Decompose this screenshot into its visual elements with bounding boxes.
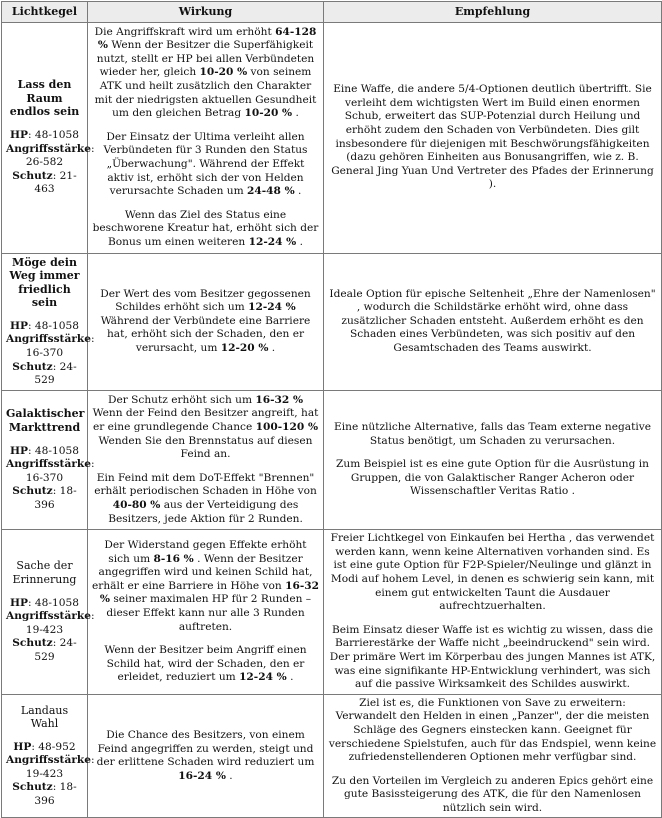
stat-label: Angriffsstärke bbox=[6, 610, 91, 623]
effect-text: . bbox=[286, 671, 294, 684]
effect-value: 12-24 % bbox=[248, 301, 296, 314]
stat-value: : 19-423 bbox=[25, 610, 95, 636]
lightcone-name: Galaktischer Markttrend bbox=[6, 407, 85, 435]
lightcone-name: Landaus Wahl bbox=[20, 703, 69, 731]
recommendation-paragraph: Freier Lichtkegel von Einkaufen bei Hertha , das verwendet werden kann, wenn keine Alternativen vorhanden sind. Es ist eine gute Option für F2P-Spieler/Neulinge und glänzt in Modi auf hohem Level, in denen es schwierig sein kann, mit einem gut entwickelten Taunt die Ausdauer aufrechtzuerhalten. bbox=[330, 532, 655, 613]
stat-label: HP bbox=[10, 596, 28, 609]
stat-atk bbox=[6, 142, 95, 170]
stat-label: Schutz bbox=[12, 485, 53, 498]
stat-atk bbox=[6, 458, 95, 485]
stat-value: : 48-1058 bbox=[28, 444, 79, 457]
stat-def bbox=[6, 170, 83, 197]
lightcone-stats bbox=[6, 128, 95, 197]
effect-paragraph bbox=[92, 472, 319, 526]
effect-text: Wenn das Ziel des Status eine beschworene Kreatur hat, erhöht sich der Bonus um einen weiteren bbox=[92, 208, 319, 248]
effect-text: . bbox=[292, 107, 299, 120]
effect-text: aus der Verteidigung des Besitzers, jede Aktion für 2 Runden. bbox=[108, 499, 303, 525]
effect-text: seiner maximalen HP für 2 Runden – dieser Effekt kann nur alle 3 Runden auftreten. bbox=[106, 593, 312, 633]
effect-text: Ein Feind mit dem DoT-Effekt "Brennen" erhält periodischen Schaden in Höhe von bbox=[94, 471, 317, 498]
stat-value: : 21-463 bbox=[34, 169, 77, 196]
stat-value: : 18-396 bbox=[34, 781, 77, 808]
effect-value: 12-20 % bbox=[220, 342, 269, 355]
effect-value: 16-24 % bbox=[178, 769, 226, 782]
stat-value: : 24-529 bbox=[34, 360, 77, 387]
effect-text: . bbox=[294, 185, 302, 198]
recommendation-paragraph: Ideale Option für epische Seltenheit „Ehre der Namenlosen" , wodurch die Schildstärke erhöht wird, ohne dass zusätzlicher Schaden entsteht. Außerdem erhöht es den Schaden eines Verbündeten, was sich positiv auf den Gesamtschaden des Teams auswirkt. bbox=[329, 287, 656, 355]
effect-text: Der Widerstand gegen Effekte erhöht sich um bbox=[104, 538, 307, 565]
stat-label: Schutz bbox=[12, 637, 53, 650]
effect-value: 12-24 % bbox=[239, 671, 287, 684]
effect-text: Wenden Sie den Brennstatus auf diesen Feind an. bbox=[98, 434, 313, 461]
header-empfehlung: Empfehlung bbox=[324, 2, 662, 23]
header-row bbox=[2, 2, 662, 23]
lightcone-cell bbox=[2, 390, 95, 529]
stat-atk bbox=[6, 333, 95, 360]
effect-value: 24-48 % bbox=[247, 185, 295, 198]
stat-value: : 19-423 bbox=[25, 754, 95, 780]
effect-text: Der Einsatz der Ultima verleiht allen Verbündeten für 3 Runden den Status „Überwachung". Während der Effekt aktiv ist, erhöht sich der von Helden verursachte Schaden um bbox=[103, 130, 308, 198]
stat-def bbox=[6, 637, 83, 664]
table-row bbox=[2, 22, 662, 253]
table-row bbox=[2, 694, 662, 818]
stat-label: Schutz bbox=[12, 360, 53, 373]
stat-value: : 26-582 bbox=[25, 142, 95, 169]
stat-label: HP bbox=[10, 319, 28, 332]
stat-label: Angriffsstärke bbox=[6, 142, 91, 155]
effect-text: Die Chance des Besitzers, von einem Feind angegriffen zu werden, steigt und der erlittene Schaden wird reduziert um bbox=[96, 728, 315, 769]
stat-hp bbox=[6, 445, 83, 459]
recommendation-cell bbox=[324, 694, 662, 818]
stat-label: HP bbox=[10, 444, 28, 457]
recommendation-paragraph: Zu den Vorteilen im Vergleich zu anderen Epics gehört eine gute Basissteigerung des ATK, die für den Namenlosen nützlich sein wird. bbox=[331, 774, 654, 814]
lightcone-cell bbox=[2, 253, 95, 390]
effect-value: 16-32 % bbox=[255, 393, 304, 406]
effect-paragraph bbox=[92, 729, 319, 783]
header-lichtkegel: Lichtkegel bbox=[2, 2, 88, 23]
effect-cell bbox=[88, 530, 324, 695]
stat-label: HP bbox=[13, 740, 32, 753]
effect-value: 8-16 % bbox=[153, 552, 194, 565]
table-row bbox=[2, 530, 662, 695]
effect-paragraph bbox=[92, 644, 319, 685]
stat-atk bbox=[6, 610, 95, 637]
stat-hp bbox=[6, 320, 83, 334]
stat-hp bbox=[6, 597, 83, 611]
recommendation-paragraph: Eine Waffe, die andere 5/4-Optionen deutlich übertrifft. Sie verleiht dem wichtigsten Wert im Build einen enormen Schub, erweitert das SUP-Potenzial durch Heilung und erhöht zudem den Schaden von Verbündeten. Dies gilt insbesondere für diejenigen mit Beschwörungsfähigkeiten (dazu gehören Einheiten aus Bonusangriffen, wie z. B. General Jing Yuan Und Vertreter des Pfades der Erinnerung ). bbox=[331, 83, 654, 191]
effect-paragraph bbox=[92, 209, 319, 250]
stat-label: Schutz bbox=[12, 169, 53, 182]
effect-text: von seinem ATK und heilt zusätzlich den Charakter mit der niedrigsten aktuellen Gesundheit um den gleichen Betrag bbox=[94, 66, 317, 120]
recommendation-cell bbox=[324, 530, 662, 695]
effect-value: 64-128 % bbox=[97, 25, 317, 52]
effect-value: 10-20 % bbox=[199, 66, 248, 79]
stat-hp bbox=[6, 129, 83, 143]
stat-hp bbox=[6, 741, 83, 755]
stat-value: : 16-370 bbox=[25, 333, 95, 360]
stat-label: Angriffsstärke bbox=[6, 754, 91, 767]
recommendation-paragraph: Beim Einsatz dieser Waffe ist es wichtig zu wissen, dass die Barrierestärke der Waffe nicht „beeindruckend" sein wird. Der primäre Wert im Körperbau des jungen Mannes ist ATK, was eine signifikante HP-Entwicklung verhindert, was sich auf die passive Wirksamkeit des Schildes auswirkt. bbox=[329, 623, 656, 691]
effect-paragraph bbox=[92, 394, 319, 462]
recommendation-paragraph: Eine nützliche Alternative, falls das Team externe negative Status benötigt, um Schaden zu verursachen. bbox=[334, 421, 651, 447]
lightcone-name: Lass den Raum endlos sein bbox=[9, 78, 80, 119]
effect-cell bbox=[88, 390, 324, 529]
stat-label: Angriffsstärke bbox=[6, 458, 91, 471]
stat-value: : 48-952 bbox=[31, 740, 76, 753]
effect-text: . bbox=[225, 769, 233, 782]
stat-label: Angriffsstärke bbox=[6, 333, 91, 346]
effect-text: Wenn der Feind den Besitzer angreift, hat er eine grundlegende Chance bbox=[92, 407, 319, 434]
recommendation-cell bbox=[324, 253, 662, 390]
stat-value: : 16-370 bbox=[25, 458, 95, 484]
effect-paragraph bbox=[92, 539, 319, 634]
effect-text: Wenn der Besitzer die Superfähigkeit nutzt, stellt er HP bei allen Verbündeten wieder her, gleich bbox=[96, 39, 315, 79]
recommendation-cell bbox=[324, 390, 662, 529]
effect-text: . bbox=[268, 342, 276, 355]
table-row bbox=[2, 253, 662, 390]
effect-text: . bbox=[296, 235, 303, 248]
effect-paragraph bbox=[92, 131, 319, 199]
lightcone-cell bbox=[2, 530, 95, 695]
effect-text: Der Schutz erhöht sich um bbox=[107, 393, 256, 406]
effect-value: 40-80 % bbox=[112, 499, 161, 511]
recommendation-cell bbox=[324, 22, 662, 253]
stat-value: : 48-1058 bbox=[28, 319, 79, 332]
stat-label: Schutz bbox=[12, 781, 53, 794]
lightcone-stats bbox=[6, 319, 95, 388]
effect-text: Während der Verbündete eine Barriere hat, erhöht sich der Schaden, den er verursacht, um bbox=[100, 314, 311, 355]
effect-text: . Wenn der Besitzer angegriffen wird und keinen Schild hat, erhält er eine Barriere in Höhe von bbox=[92, 552, 313, 592]
effect-cell bbox=[88, 694, 324, 818]
effect-text: Die Angriffskraft wird um erhöht bbox=[94, 25, 276, 38]
effect-value: 10-20 % bbox=[244, 107, 293, 120]
stat-value: : 24-529 bbox=[34, 637, 77, 663]
recommendation-paragraph: Ziel ist es, die Funktionen von Save zu erweitern: Verwandelt den Helden in einen „Panzer", der die meisten Schläge des Gegners einstecken kann. Geeignet für verschiedene Spielstufen, auch für das Endspiel, wenn keine zufriedenstellenderen Optionen mehr verfügbar sind. bbox=[328, 696, 657, 764]
effect-text: Wenn der Besitzer beim Angriff einen Schild hat, wird der Schaden, den er erleidet, reduziert um bbox=[104, 644, 307, 684]
effect-value: 16-32 % bbox=[99, 579, 319, 606]
stat-def bbox=[6, 361, 83, 388]
effect-paragraph bbox=[92, 288, 319, 356]
lightcone-name: Sache der Erinnerung bbox=[12, 559, 77, 586]
stat-label: HP bbox=[10, 128, 28, 141]
recommendation-paragraph: Zum Beispiel ist es eine gute Option für die Ausrüstung in Gruppen, die von Galaktischer Ranger Acheron oder Wissenschaftler Veritas Ratio . bbox=[336, 458, 649, 498]
lightcone-cell bbox=[2, 22, 95, 253]
effect-text: Der Wert des vom Besitzer gegossenen Schildes erhöht sich um bbox=[100, 287, 311, 314]
effect-paragraph bbox=[92, 26, 319, 121]
lightcone-stats bbox=[6, 444, 95, 513]
lightcone-stats bbox=[6, 740, 95, 809]
effect-value: 12-24 % bbox=[248, 235, 297, 248]
effect-cell bbox=[88, 253, 324, 390]
stat-def bbox=[6, 485, 83, 512]
stat-value: : 48-1058 bbox=[28, 596, 79, 609]
stat-def bbox=[6, 781, 83, 808]
lightcone-cell bbox=[2, 694, 95, 818]
stat-value: : 48-1058 bbox=[28, 128, 79, 141]
lightcone-stats bbox=[6, 596, 95, 665]
lightcone-table bbox=[1, 1, 662, 818]
header-wirkung: Wirkung bbox=[88, 2, 324, 23]
table-row bbox=[2, 390, 662, 529]
effect-value: 100-120 % bbox=[255, 421, 319, 434]
effect-cell bbox=[88, 22, 324, 253]
lightcone-name: Möge dein Weg immer friedlich sein bbox=[9, 255, 80, 310]
stat-value: : 18-396 bbox=[34, 485, 77, 511]
